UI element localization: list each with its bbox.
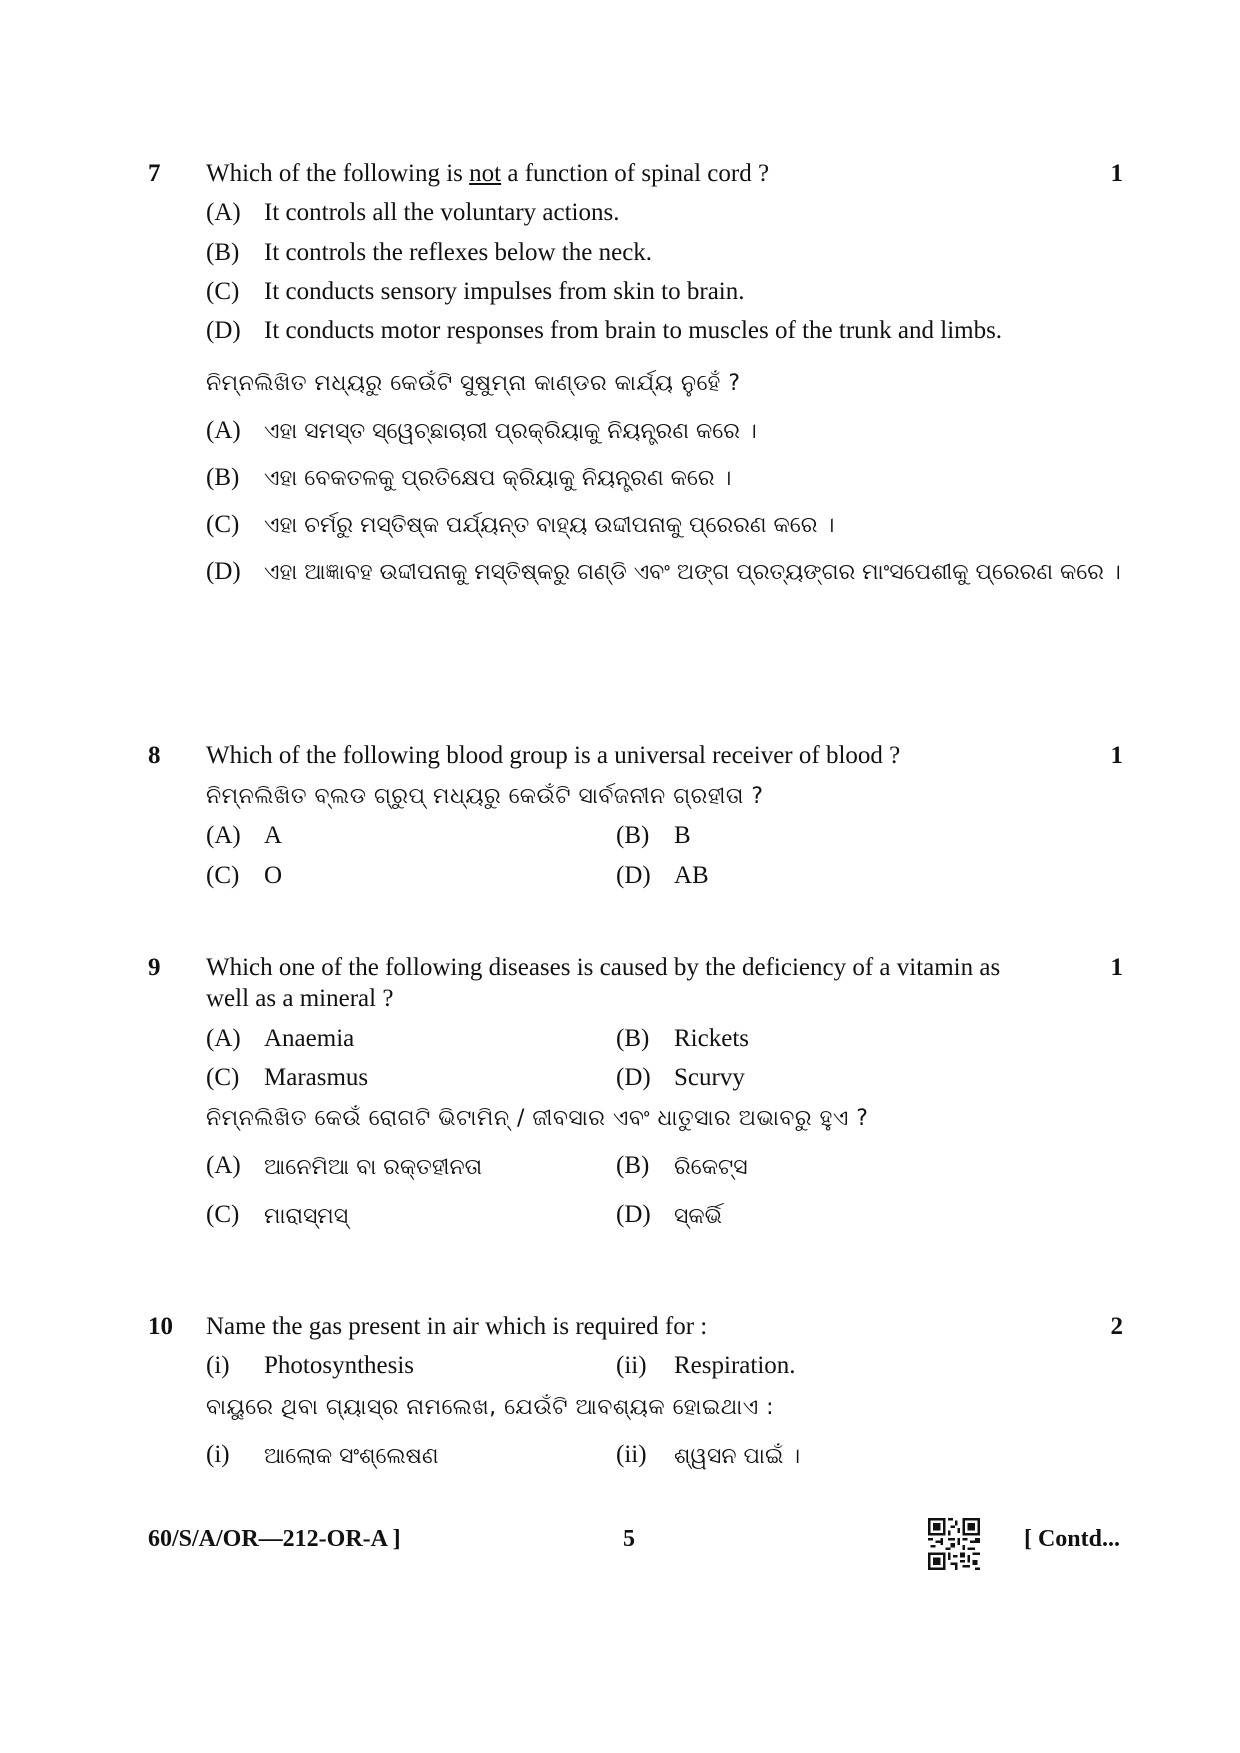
- question-8: [148, 740, 1123, 899]
- options-grid: [206, 820, 1063, 891]
- option-b: (B) B: [616, 822, 691, 850]
- question-marks: 1: [1110, 742, 1123, 769]
- odia-option-a: (A) ଏହା ସମସ୍ତ ସ୍ୱେଚ୍ଛାଚାରୀ ପ୍ରକ୍ରିୟାକୁ ନିୟନ୍ତ୍ରଣ କରେ ।: [206, 417, 757, 445]
- odia-options-grid: [206, 1150, 1063, 1234]
- options-grid: [206, 1350, 1063, 1381]
- continued-label: [ Contd...: [1023, 1526, 1120, 1552]
- question-stem: Which of the following is not a function of spinal cord ?: [206, 160, 770, 187]
- odia-options-grid: [206, 1439, 1063, 1474]
- odia-option-d: (D) ସ୍କର୍ଭି: [616, 1201, 722, 1230]
- odia-stem: ନିମ୍ନଲିଖିତ କେଉଁ ରୋଗଟି ଭିଟାମିନ୍ / ଜୀବସାର ଏବଂ ଧାତୁସାର ଅଭାବରୁ ହୁଏ ?: [206, 1106, 869, 1131]
- odia-option-ii: (ii) ଶ୍ୱସନ ପାଇଁ ।: [616, 1440, 801, 1469]
- page-number: 5: [623, 1526, 635, 1552]
- odia-option-c: (C) ମାରାସ୍ମସ୍: [206, 1201, 349, 1230]
- question-marks: 2: [1110, 1313, 1123, 1340]
- option-c: (C) Marasmus: [206, 1063, 369, 1091]
- option-c: (C) O: [206, 861, 283, 889]
- option-d: (D) It conducts motor responses from brain to muscles of the trunk and limbs.: [206, 317, 1003, 344]
- question-stem: Name the gas present in air which is required for :: [206, 1313, 708, 1340]
- question-10: [148, 1311, 1123, 1482]
- qr-code-icon: [928, 1518, 980, 1570]
- question-number: 8: [148, 742, 161, 769]
- option-c: (C) It conducts sensory impulses from skin to brain.: [206, 277, 745, 305]
- emphasis-not: not: [469, 160, 502, 187]
- option-b: (B) It controls the reflexes below the neck.: [206, 238, 653, 266]
- odia-stem: ନିମ୍ନଲିଖିତ ବ୍ଲଡ ଗ୍ରୁପ୍ ମଧ୍ୟରୁ କେଉଁଟି ସାର୍ବଜନୀନ ଗ୍ରହୀତା ?: [206, 784, 764, 810]
- option-a: (A) A: [206, 822, 283, 850]
- page-footer: [148, 1524, 1120, 1574]
- odia-option-b: (B) ଏହା ବେକତଳକୁ ପ୍ରତିକ୍ଷେପ କ୍ରିୟାକୁ ନିୟନ୍ତ୍ରଣ କରେ ।: [206, 464, 732, 492]
- odia-option-i: (i) ଆଲୋକ ସଂଶ୍ଲେଷଣ: [206, 1440, 439, 1469]
- paper-code: 60/S/A/OR—212-OR-A ]: [148, 1526, 401, 1552]
- question-7: [148, 158, 1123, 603]
- odia-option-d: (D) ଏହା ଆଜ୍ଞାବହ ଉଦ୍ଦୀପନାକୁ ମସ୍ତିଷ୍କରୁ ଗଣ୍ଡି ଏବଂ ଅଙ୍ଗ ପ୍ରତ୍ୟଙ୍ଗର ମାଂସପେଶୀକୁ ପ୍ରେରଣ କରେ ।: [206, 558, 1121, 586]
- odia-option-a: (A) ଆନେମିଆ ବା ରକ୍ତହୀନତା: [206, 1152, 483, 1181]
- question-marks: 1: [1110, 954, 1123, 981]
- option-a: (A) It controls all the voluntary actions.: [206, 199, 620, 227]
- option-a: (A) Anaemia: [206, 1024, 355, 1052]
- question-number: 9: [148, 954, 161, 981]
- question-stem: Which one of the following diseases is caused by the deficiency of a vitamin as well as a mineral ?: [206, 954, 1001, 1013]
- option-d: (D) Scurvy: [616, 1063, 745, 1091]
- options-grid: [206, 1023, 1063, 1094]
- question-number: 7: [148, 160, 161, 187]
- odia-option-b: (B) ରିକେଟ୍ସ: [616, 1152, 748, 1181]
- odia-option-c: (C) ଏହା ଚର୍ମରୁ ମସ୍ତିଷ୍କ ପର୍ଯ୍ୟନ୍ତ ବାହ୍ୟ ଉଦ୍ଦୀପନାକୁ ପ୍ରେରଣ କରେ ।: [206, 511, 835, 539]
- option-i: (i) Photosynthesis: [206, 1352, 415, 1380]
- question-stem: Which of the following blood group is a universal receiver of blood ?: [206, 742, 901, 769]
- question-9: [148, 952, 1123, 1243]
- option-d: (D) AB: [616, 861, 709, 889]
- odia-stem: ନିମ୍ନଲିଖିତ ମଧ୍ୟରୁ କେଉଁଟି ସୁଷୁମ୍ନା କାଣ୍ଡର କାର୍ଯ୍ୟ ନୁହେଁ ?: [206, 371, 741, 397]
- option-b: (B) Rickets: [616, 1024, 749, 1052]
- question-number: 10: [148, 1313, 173, 1340]
- odia-stem: ବାୟୁରେ ଥିବା ଗ୍ୟାସ୍ର ନାମଲେଖ, ଯେଉଁଟି ଆବଶ୍ୟକ ହୋଇଥାଏ :: [206, 1394, 775, 1420]
- option-ii: (ii) Respiration.: [616, 1352, 796, 1380]
- question-marks: 1: [1110, 160, 1123, 187]
